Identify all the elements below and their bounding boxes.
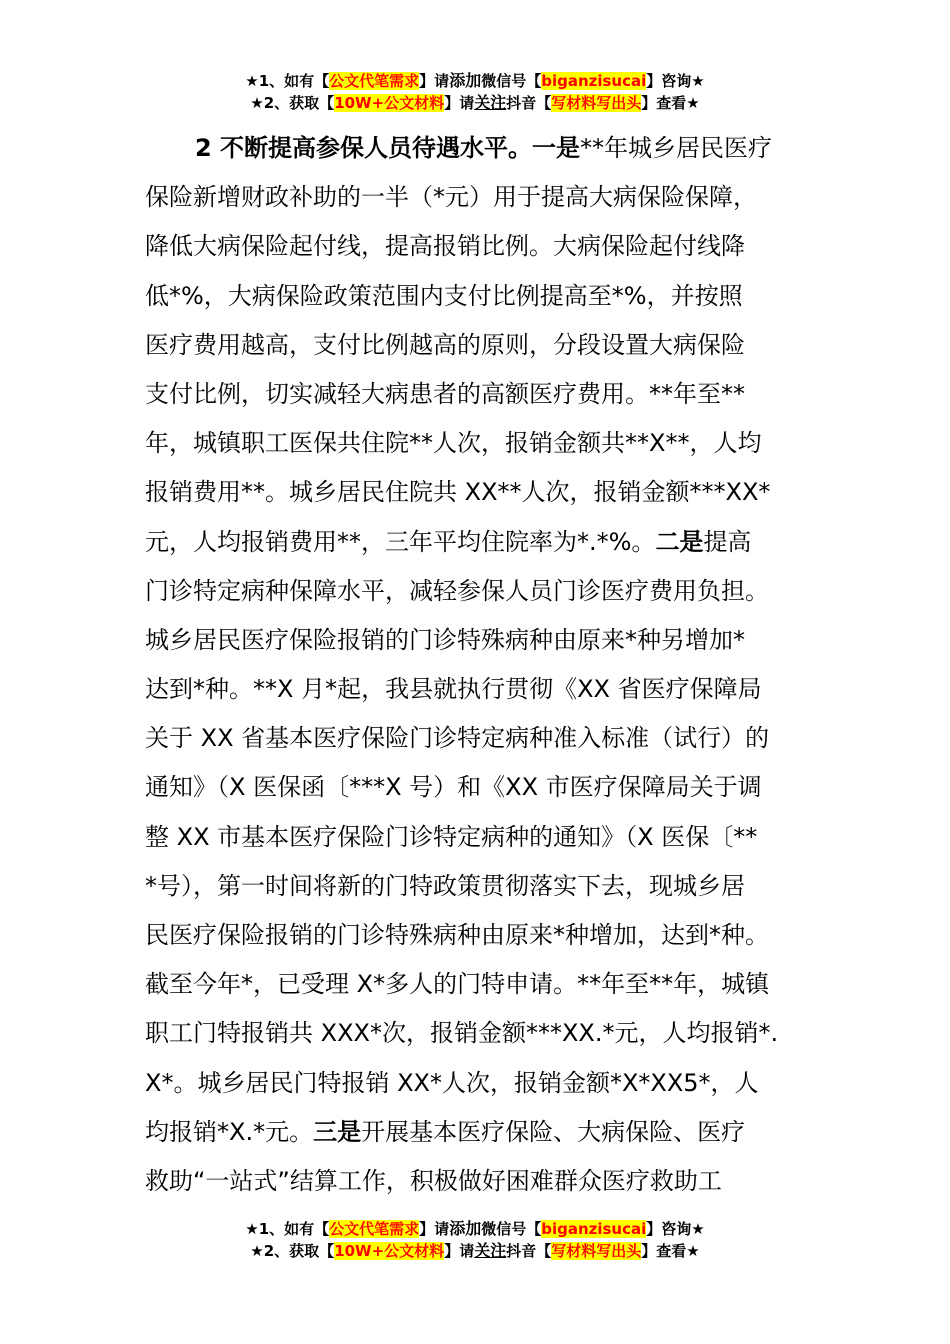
highlight-douyin: 写材料写出头 [551, 94, 642, 112]
paragraph-line: 2 不断提高参保人员待遇水平。一是**年城乡居民医疗 [195, 134, 773, 162]
paragraph-line: 救助“一站式”结算工作，积极做好困难群众医疗救助工 [145, 1166, 722, 1195]
paragraph-line: 降低大病保险起付线，提高报销比例。大病保险起付线降 [145, 232, 745, 261]
paragraph-line: 通知》（X 医保函〔***X 号）和《XX 市医疗保障局关于调 [145, 773, 762, 802]
document-body [145, 124, 815, 1206]
banner-line-2: ★2、获取【10W+公文材料】请关注抖音【写材料写出头】查看★ [250, 1241, 700, 1260]
footer-banner [0, 1218, 950, 1262]
paragraph-line: 元，人均报销费用**，三年平均住院率为*.*%。二是提高 [145, 527, 752, 556]
paragraph-line: X*。城乡居民门特报销 XX*人次，报销金额*X*XX5*，人 [145, 1068, 759, 1097]
paragraph-line: 报销费用**。城乡居民住院共 XX**人次，报销金额***XX* [145, 478, 771, 507]
paragraph-line: 职工门特报销共 XXX*次，报销金额***XX.*元，人均报销*. [145, 1019, 779, 1048]
paragraph-line: 民医疗保险报销的门诊特殊病种由原来*种增加，达到*种。 [145, 921, 769, 949]
paragraph-line: 门诊特定病种保障水平，减轻参保人员门诊医疗费用负担。 [145, 576, 769, 605]
paragraph-line: 保险新增财政补助的一半（*元）用于提高大病保险保障， [145, 183, 757, 212]
banner-line-1: ★1、如有【公文代笔需求】请添加微信号【biganzisucai】咨询★ [245, 1219, 705, 1238]
paragraph-line: *号），第一时间将新的门特政策贯彻落实下去，现城乡居 [145, 871, 745, 900]
paragraph-line: 整 XX 市基本医疗保险门诊特定病种的通知》（X 医保〔** [145, 822, 758, 851]
paragraph-line: 医疗费用越高，支付比例越高的原则，分段设置大病保险 [145, 330, 745, 359]
paragraph-line: 截至今年*，已受理 X*多人的门特申请。**年至**年，城镇 [145, 970, 770, 999]
banner-line-1: ★1、如有【公文代笔需求】请添加微信号【biganzisucai】咨询★ [245, 71, 705, 90]
banner-line-2: ★2、获取【10W+公文材料】请关注抖音【写材料写出头】查看★ [250, 93, 700, 112]
highlight-wechat-id: biganzisucai [541, 1220, 647, 1238]
paragraph-line: 城乡居民医疗保险报销的门诊特殊病种由原来*种另增加* [145, 625, 745, 654]
paragraph-line: 达到*种。**X 月*起，我县就执行贯彻《XX 省医疗保障局 [145, 675, 762, 704]
paragraph-line: 关于 XX 省基本医疗保险门诊特定病种准入标准（试行）的 [145, 724, 770, 753]
highlight-materials: 10W+公文材料 [334, 1242, 445, 1260]
header-banner [0, 70, 950, 114]
paragraph-line: 低*%，大病保险政策范围内支付比例提高至*%，并按照 [145, 281, 743, 310]
paragraph-line: 年，城镇职工医保共住院**人次，报销金额共**X**，人均 [145, 429, 762, 458]
highlight-douyin: 写材料写出头 [551, 1242, 642, 1260]
highlight-materials: 10W+公文材料 [334, 94, 445, 112]
highlight-ghostwriting: 公文代笔需求 [329, 72, 420, 90]
highlight-wechat-id: biganzisucai [541, 72, 647, 90]
highlight-ghostwriting: 公文代笔需求 [329, 1220, 420, 1238]
paragraph-line: 均报销*X.*元。三是开展基本医疗保险、大病保险、医疗 [145, 1117, 746, 1146]
paragraph-line: 支付比例，切实减轻大病患者的高额医疗费用。**年至** [145, 379, 745, 408]
